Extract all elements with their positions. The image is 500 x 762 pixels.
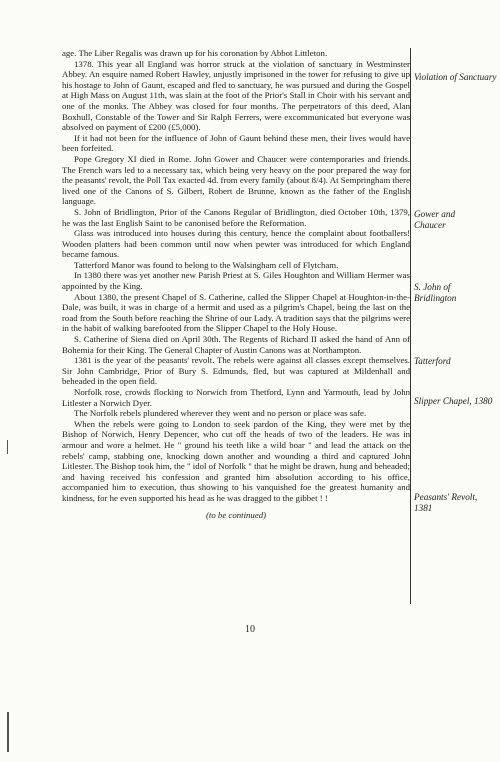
paragraph-bishop-norwich: When the rebels were going to London to seek pardon of the King, they were met by the Bishop of Norwich, Henry Depencer, who cut off the heads of two of the leaders. He was in armour and wore a helmet. He " ground his teeth like a wild boar " and lead the attack on the rebels' camp, stabbing one, knocking down another and wounding a third and captured John Litlester. The Bishop took him, the " idol of Norfolk " that he might be drawn, hung and beheaded; and having received his confession and granted him absolution according to his office, accompanied him to execution, thus showing to his vanquished foe the greatest humanity and kindness, for he even supported his head as he was dragged to the gibbet ! ! <box>62 418 410 503</box>
paragraph-1380-priest: In 1380 there was yet another new Parish Priest at S. Giles Houghton and William Hermer was appointed by the King. <box>62 270 410 292</box>
paragraph-slipper-chapel: About 1380, the present Chapel of S. Catherine, called the Slipper Chapel at Houghton-in-the-Dale, was built, it was in charge of a hermit and used as a pilgrim's Chapel, being the last on the road from the South before reaching the Shrine of our Lady. A tradition says that the pilgrims were in the habit of walking barefooted from the Slipper Chapel to the Holy House. <box>62 291 410 334</box>
paragraph-bridlington: S. John of Bridlington, Prior of the Canons Regular of Bridlington, died October 10th, 1379, he was the last English Saint to be canonised before the Reformation. <box>62 206 410 228</box>
margin-rule <box>410 48 411 604</box>
margin-note-bridlington: S. John of Bridlington <box>414 282 457 303</box>
binding-mark <box>7 712 9 752</box>
paragraph-norfolk-rebels: The Norfolk rebels plundered wherever they went and no person or place was safe. <box>74 408 367 419</box>
page-number: 10 <box>245 624 255 635</box>
main-text-column <box>62 48 410 520</box>
margin-note-tatterford: Tatterford <box>414 356 451 366</box>
paragraph-john-of-gaunt: If it had not been for the influence of John of Gaunt behind these men, their lives would have been forfeited. <box>62 132 410 154</box>
margin-note-gower: Gower and Chaucer <box>414 209 456 230</box>
paragraph-glass: Glass was introduced into houses during this century, hence the complaint about footballers! Wooden platters had been common until now when pewter was introduced for which England became famous. <box>62 228 410 260</box>
margin-note-slipper-chapel: Slipper Chapel, 1380 <box>414 396 493 406</box>
paragraph-tatterford: Tatterford Manor was found to belong to the Walsingham cell of Flytcham. <box>74 259 339 270</box>
paragraph-liber-regalis: age. The Liber Regalis was drawn up for his coronation by Abbot Littleton. <box>62 48 328 58</box>
paragraph-gregory-gower: Pope Gregory XI died in Rome. John Gower and Chaucer were contemporaries and friends. The French wars led to a necessary tax, which being very heavy on the poor prepared the way for the peasants' revolt, the Poll Tax exacted 4d. from every family (about 8/4). At Sempringham there lived one of the Canons of S. Gilbert, Robert de Brunne, known as the father of the English language. <box>62 153 410 207</box>
paragraph-norfolk-rose: Norfolk rose, crowds flocking to Norwich from Thetford, Lynn and Yarmouth, lead by John Litlester a Norwich Dyer. <box>62 387 410 408</box>
margin-note-peasants-revolt: Peasants' Revolt, 1381 <box>414 492 478 513</box>
paragraph-catherine-siena: S. Catherine of Siena died on April 30th. The Regents of Richard II asked the hand of Ann of Bohemia for their King. The General Chapter of Austin Canons was at Northampton. <box>62 334 410 355</box>
binding-mark <box>7 440 8 454</box>
margin-note-violation: Violation of Sanctuary <box>414 72 497 82</box>
paragraph-1381-revolt: 1381 is the year of the peasants' revolt. The rebels were against all classes except themselves. Sir John Cambridge, Prior of Bury S. Edmunds, fled, but was captured at Mildenhall and beheaded in the open field. <box>62 355 410 387</box>
continued-note: (to be continued) <box>205 509 267 520</box>
paragraph-1378-sanctuary: 1378. This year all England was horror struck at the violation of sanctuary in Westminster Abbey. An esquire named Robert Hawley, unjustly imprisoned in the tower for refusing to give up his hostage to John of Gaunt, escaped and fled to sanctuary, he was pursued and during the Gospel at High Mass on August 11th, was slain at the foot of the Prior's Stall in Choir with his servant and one of the monks. The Abbey was closed for four months. The perpetrators of this deed, Alan Boxhull, Constable of the Tower and Sir Ralph Ferrers, were excommunicated but everyone was absolved on payment of £200 (£5,000). <box>62 58 410 133</box>
